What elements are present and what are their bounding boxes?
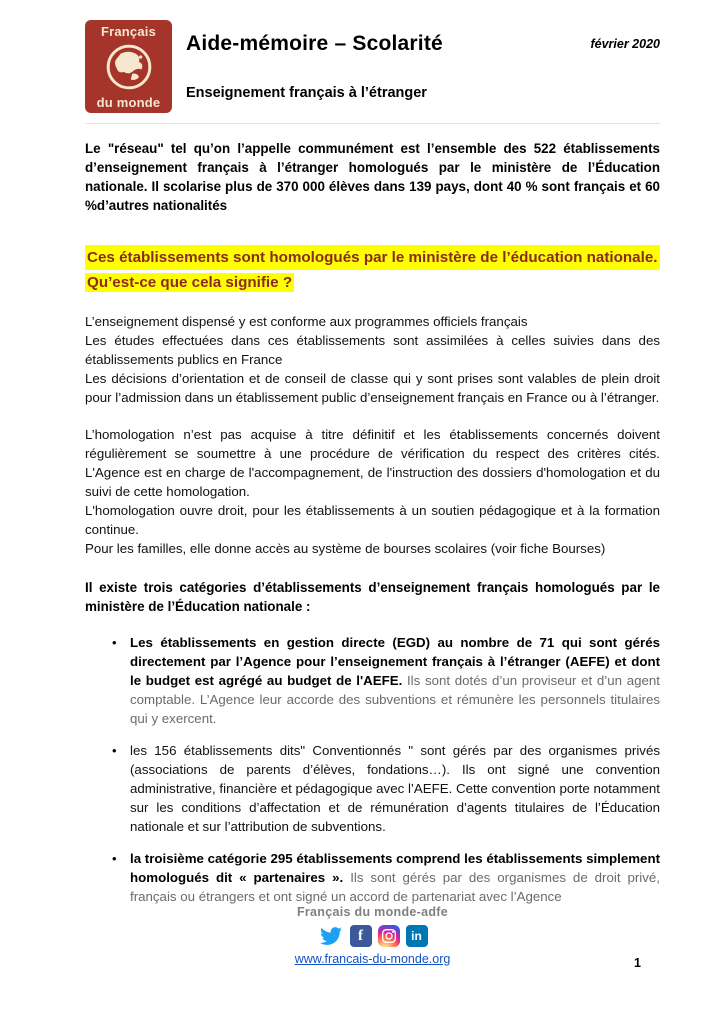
paragraph-line: L’homologation n’est pas acquise à titre définitif et les établissements concernés doivent régulièrement se soumettre à une procédure de vérification du respect des critères cités. L'Agence est en charge de l'accompagnement, de l'instruction des dossiers d'homologation et du suivi de cette homologation. — [85, 427, 660, 499]
paragraph-line: Les décisions d’orientation et de conseil de classe qui y sont prises sont valables de plein droit pour l’admission dans un établissement public d’enseignement français en France ou à l’étranger. — [85, 371, 660, 405]
bullet-main-text: les 156 établissements dits" Conventionnés " sont gérés par des organismes privés (associations de parents d’élèves, fondations…). Ils ont signé une convention administrative, financière et pédagogique avec l’AEFE. Cette convention porte notamment sur les conditions d’affectation et de rémunération d’agents titulaires de l’Éducation nationale et sur l’attribution de subventions. — [130, 743, 660, 834]
logo-text-bottom: du monde — [96, 95, 161, 110]
document-date: février 2020 — [590, 37, 660, 51]
linkedin-icon[interactable]: in — [406, 925, 428, 947]
categories-heading: Il existe trois catégories d’établissements d’enseignement français homologués par le ministère de l’Éducation nationale : — [85, 580, 660, 614]
bullet-main-text: Les établissements en gestion directe (EGD) au nombre de 71 qui sont gérés directement par l’Agence pour l’enseignement français à l’étranger (AEFE) et dont le budget est agrégé au budget de l'AEFE. — [130, 635, 660, 688]
bullet-secondary-text: Ils sont dotés d’un proviseur et d’un agent comptable. L’Agence leur accorde des subventions et rémunère les personnels titulaires qui y exercent. — [130, 673, 660, 726]
twitter-icon[interactable] — [318, 925, 344, 947]
paragraph-homologation — [85, 425, 660, 558]
globe-icon — [103, 42, 155, 92]
list-item-egd — [130, 633, 660, 728]
page-number: 1 — [634, 956, 641, 970]
list-item-conventionnes — [130, 741, 660, 836]
page-title: Aide-mémoire – Scolarité — [186, 32, 443, 55]
categories-list — [85, 633, 660, 906]
facebook-icon[interactable]: f — [350, 925, 372, 947]
francais-du-monde-logo — [85, 20, 172, 113]
bullet-main-text: la troisième catégorie 295 établissements comprend les établissements simplement homologués dit « partenaires ». — [130, 851, 660, 885]
highlight-statement: Ces établissements sont homologués par le ministère de l’éducation nationale. — [85, 245, 660, 270]
social-icons-row — [85, 924, 660, 948]
footer-org-name: Français du monde-adfe — [296, 905, 449, 919]
intro-paragraph: Le "réseau" tel qu’on l’appelle communément est l’ensemble des 522 établissements d’enseignement français à l’étranger homologués par le ministère de l’Éducation nationale. Il scolarise plus de 370 000 élèves dans 139 pays, dont 40 % sont français et 60 %d’autres nationalités — [85, 141, 660, 213]
paragraph-conformity — [85, 312, 660, 407]
instagram-icon[interactable] — [378, 925, 400, 947]
paragraph-line: Pour les familles, elle donne accès au système de bourses scolaires (voir fiche Bourses) — [85, 541, 606, 556]
list-item-partenaires — [130, 849, 660, 906]
highlight-question: Qu’est-ce que cela signifie ? — [87, 274, 293, 291]
paragraph-line: Les études effectuées dans ces établissements sont assimilées à celles suivies dans des établissements publics en France — [85, 333, 660, 367]
document-header — [85, 20, 660, 124]
logo-text-top: Français — [100, 24, 157, 39]
website-link[interactable]: www.francais-du-monde.org — [294, 952, 451, 966]
page-subtitle: Enseignement français à l’étranger — [186, 85, 427, 101]
paragraph-line: L'homologation ouvre droit, pour les établissements à un soutien pédagogique et à la formation continue. — [85, 503, 660, 537]
title-block — [186, 20, 443, 101]
paragraph-line: L’enseignement dispensé y est conforme aux programmes officiels français — [85, 314, 528, 329]
document-footer — [85, 905, 660, 968]
highlighted-heading — [85, 245, 660, 294]
bullet-secondary-text: Ils sont gérés par des organismes de droit privé, français ou étrangers et ont signé un accord de partenariat avec l’Agence — [130, 870, 660, 904]
